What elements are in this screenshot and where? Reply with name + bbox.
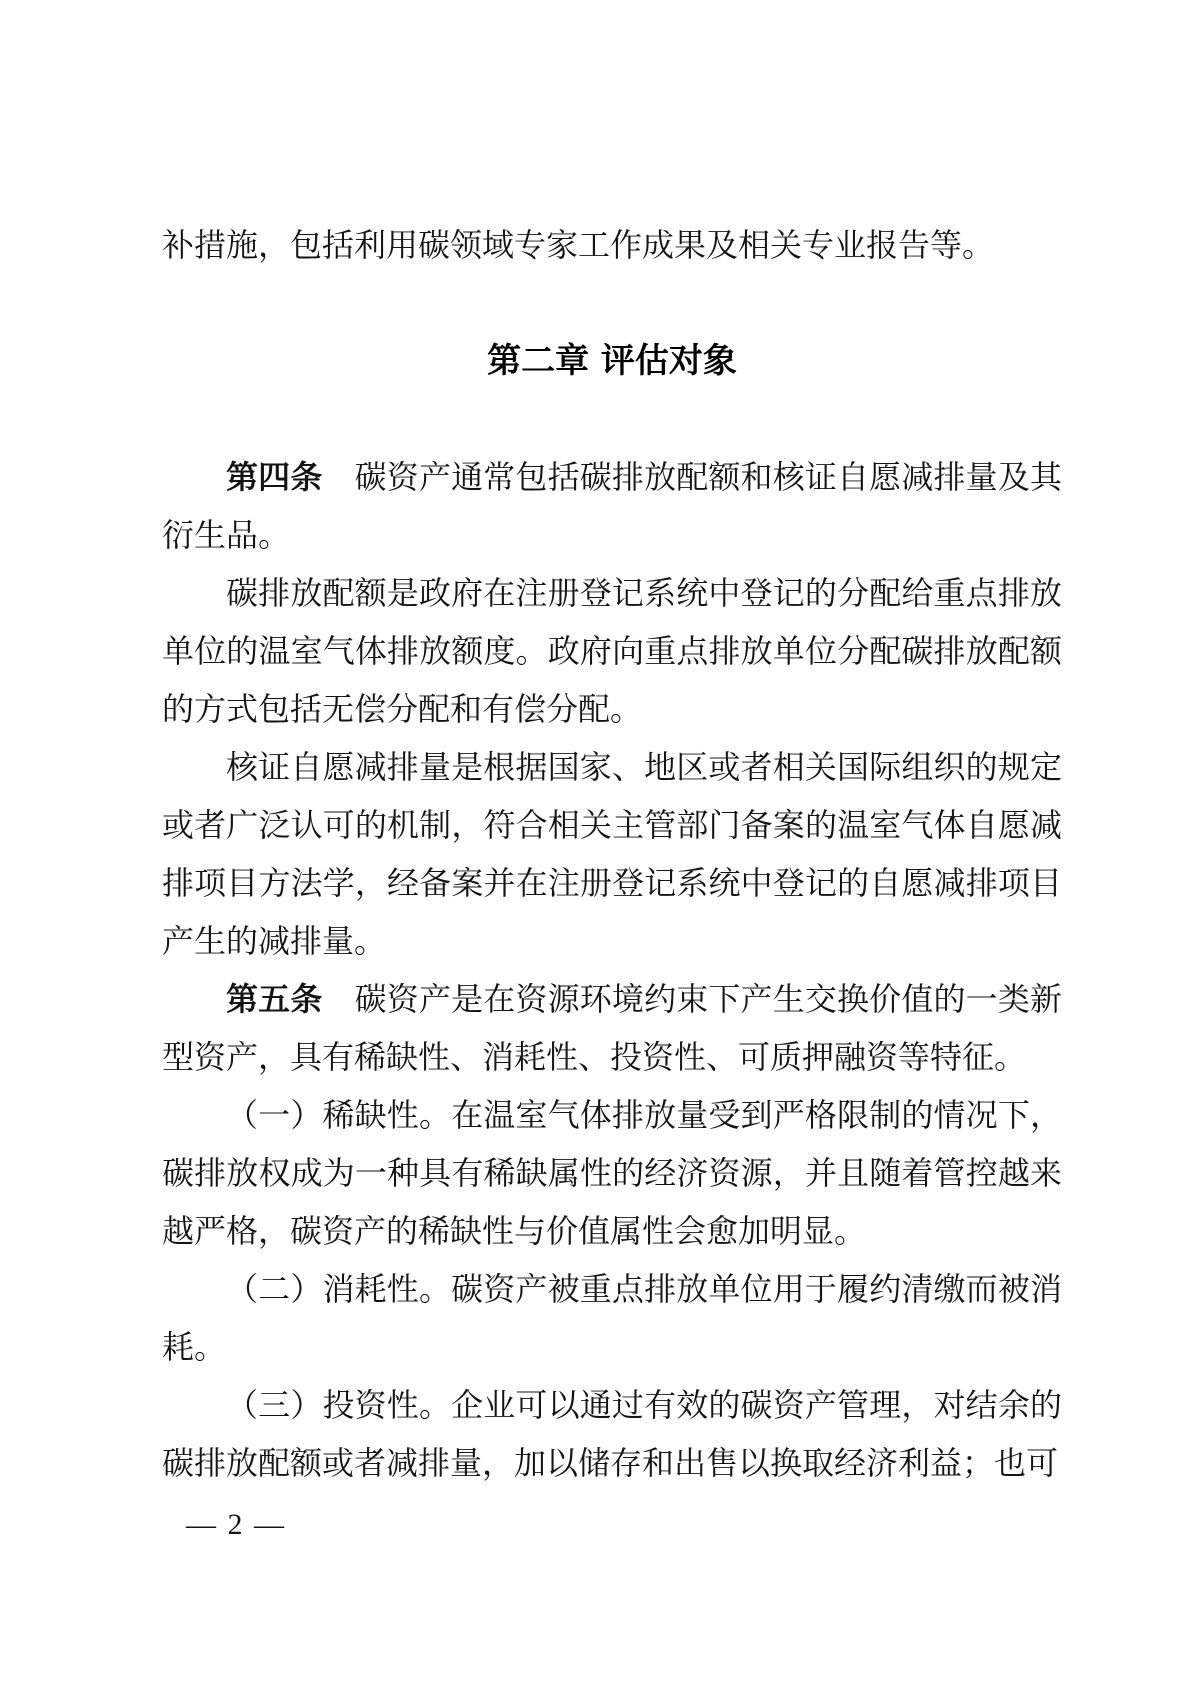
paragraph-text: （一）稀缺性。在温室气体排放量受到严格限制的情况下，碳排放权成为一种具有稀缺属性的经济资源，并且随着管控越来越严格，碳资产的稀缺性与价值属性会愈加明显。 <box>162 1097 1062 1249</box>
article-5-label: 第五条 <box>226 980 355 1018</box>
chapter-heading: 第二章 评估对象 <box>487 341 737 381</box>
paragraph-text: （三）投资性。企业可以通过有效的碳资产管理，对结余的碳排放配额或者减排量，加以储存和出售以换取经济利益；也可 <box>162 1387 1062 1481</box>
paragraph-text: 核证自愿减排量是根据国家、地区或者相关国际组织的规定或者广泛认可的机制，符合相关主管部门备案的温室气体自愿减排项目方法学，经备案并在注册登记系统中登记的自愿减排项目产生的减排量。 <box>162 749 1062 959</box>
paragraph-item-2-consumability <box>162 1260 1062 1376</box>
paragraph-item-1-scarcity <box>162 1086 1062 1260</box>
article-4-paragraph <box>162 448 1062 564</box>
paragraph-text: 碳资产是在资源环境约束下产生交换价值的一类新型资产，具有稀缺性、消耗性、投资性、可质押融资等特征。 <box>162 981 1062 1075</box>
paragraph-item-3-investability <box>162 1376 1062 1492</box>
paragraph-ccer-definition <box>162 738 1062 970</box>
article-4-label: 第四条 <box>226 458 355 496</box>
paragraph-text: 碳排放配额是政府在注册登记系统中登记的分配给重点排放单位的温室气体排放额度。政府向重点排放单位分配碳排放配额的方式包括无偿分配和有偿分配。 <box>162 575 1062 727</box>
paragraph-continuation <box>162 216 1062 274</box>
paragraph-text: 补措施，包括利用碳领域专家工作成果及相关专业报告等。 <box>162 227 995 263</box>
paragraph-text: 碳资产通常包括碳排放配额和核证自愿减排量及其衍生品。 <box>162 459 1062 553</box>
paragraph-text: （二）消耗性。碳资产被重点排放单位用于履约清缴而被消耗。 <box>162 1271 1062 1365</box>
article-5-paragraph <box>162 970 1062 1086</box>
paragraph-allowance-definition <box>162 564 1062 738</box>
document-body <box>162 216 1062 1492</box>
page-number: — 2 — <box>186 1508 286 1541</box>
